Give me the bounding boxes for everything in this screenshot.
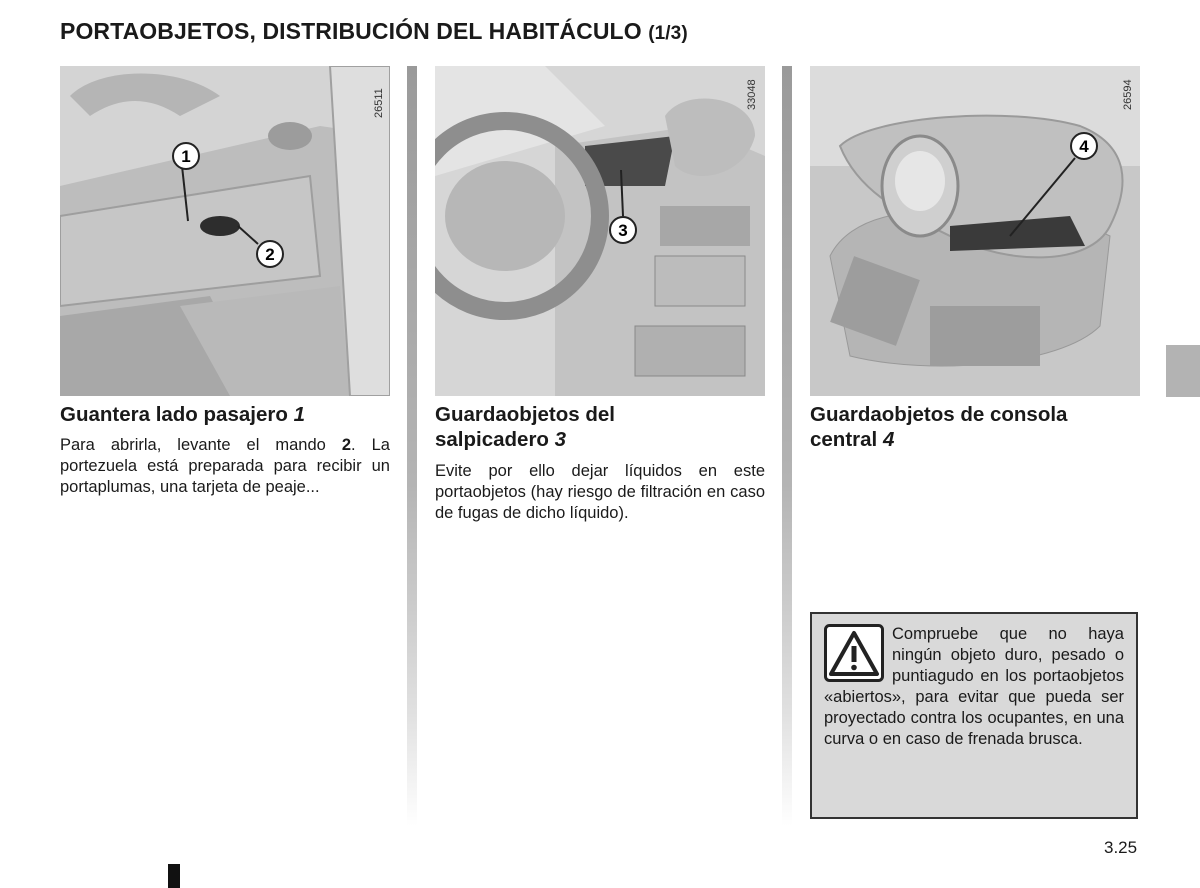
heading-glove-box-num: 1 xyxy=(293,403,305,426)
figure-ref-3: 26594 xyxy=(1122,79,1134,110)
figure-ref-1: 26511 xyxy=(373,88,385,118)
callout-1: 1 xyxy=(181,147,191,166)
heading-glove-box: Guantera lado pasajero 1 xyxy=(60,403,305,426)
chapter-side-tab xyxy=(1166,345,1200,397)
column-divider-right xyxy=(782,66,792,826)
heading-centre-console: Guardaobjetos de consola central 4 xyxy=(810,403,1068,451)
warning-box xyxy=(810,612,1138,819)
callout-3: 3 xyxy=(618,221,628,240)
column-divider-left xyxy=(407,66,417,826)
page-title xyxy=(60,18,688,45)
page-title-text: PORTAOBJETOS, DISTRIBUCIÓN DEL HABITÁCULO xyxy=(60,18,642,44)
body-glove-box: Para abrirla, levante el mando 2. La portezuela está preparada para recibir un portaplumas, una tarjeta de peaje... xyxy=(60,436,390,496)
body-dashboard-storage: Evite por ello dejar líquidos en este portaobjetos (hay riesgo de filtración en caso de fugas de dicho líquido). xyxy=(435,462,765,522)
heading-console-num: 4 xyxy=(882,428,895,451)
figure-ref-2: 33048 xyxy=(746,79,758,110)
warning-triangle-icon xyxy=(824,624,884,682)
heading-dashboard-storage: Guardaobjetos del salpicadero 3 xyxy=(435,403,615,451)
callout-2: 2 xyxy=(265,245,275,264)
figure-dashboard-storage xyxy=(435,66,765,396)
warning-text: Compruebe que no haya ningún objeto duro, pesado o puntiagudo en los portaobjetos «abiertos», para evitar que pueda ser proyectado contra los ocupantes, en una curva o en caso de frenada brusca. xyxy=(824,625,1124,748)
page-number: 3.25 xyxy=(1104,838,1138,857)
crop-mark xyxy=(168,864,180,888)
figure-glove-box xyxy=(60,66,390,396)
callout-4: 4 xyxy=(1079,137,1089,156)
page-title-part: (1/3) xyxy=(648,23,688,44)
figure-centre-console xyxy=(810,66,1140,396)
heading-dashboard-num: 3 xyxy=(554,428,567,451)
